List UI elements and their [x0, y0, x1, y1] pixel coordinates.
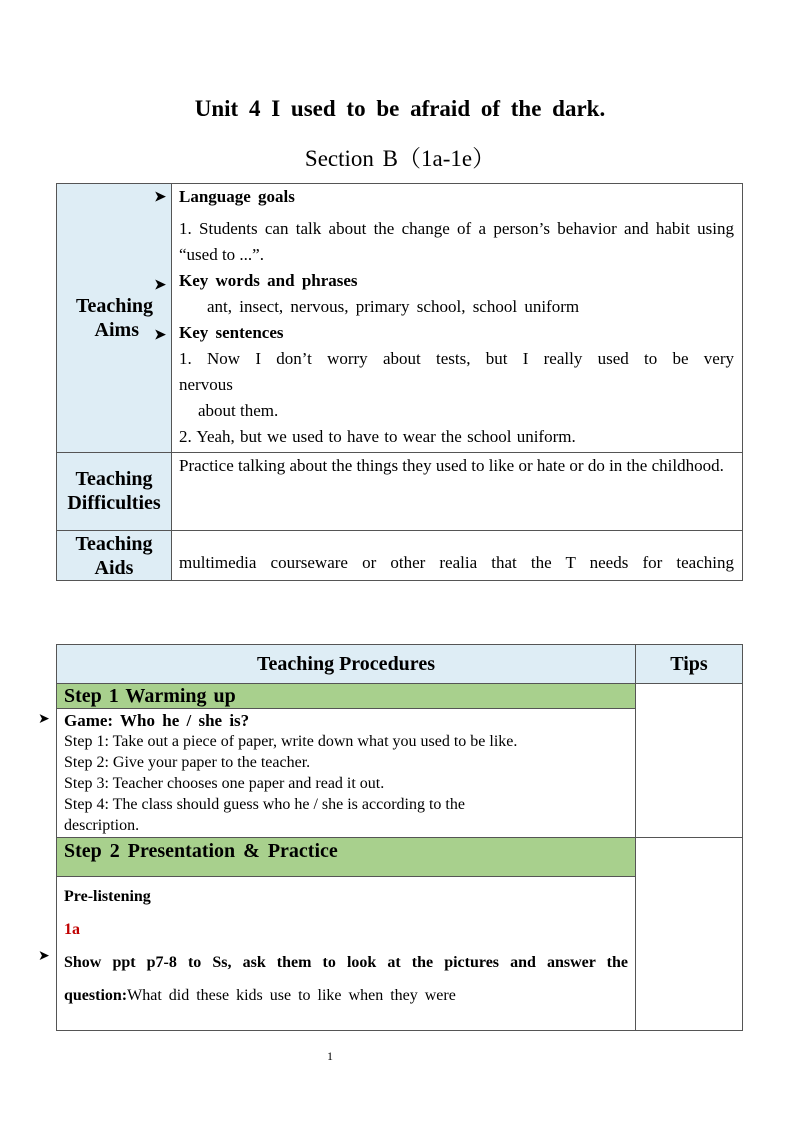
step1-tips-cell — [636, 684, 743, 838]
aims-label-line2: Aims — [94, 319, 139, 341]
arrow-bullet-icon: ➤ — [38, 949, 50, 964]
aims-content-cell — [172, 184, 743, 453]
aims-label-line1: Teaching — [75, 295, 153, 317]
key-sentence-2: 2. Yeah, but we used to have to wear the school uniform. — [179, 427, 576, 446]
aids-label-cell — [57, 531, 172, 581]
step2-instruction — [64, 946, 628, 1012]
language-goals-text: 1. Students can talk about the change of a person’s behavior and habit using “used to ...”. — [179, 219, 734, 264]
difficulties-label-line1: Teaching — [75, 468, 153, 490]
key-words-text: ant, insect, nervous, primary school, school uniform — [207, 297, 580, 316]
step1-line-2: Step 2: Give your paper to the teacher. — [64, 754, 311, 771]
step1-line-3: Step 3: Teacher chooses one paper and read it out. — [64, 775, 385, 792]
language-goals-heading: Language goals — [179, 187, 295, 206]
arrow-bullet-icon: ➤ — [38, 712, 50, 727]
document-title: Unit 4 I used to be afraid of the dark. — [194, 96, 606, 121]
aids-text: multimedia courseware or other realia that the T needs for teaching — [172, 531, 743, 581]
pre-listening-heading: Pre-listening — [64, 888, 151, 905]
key-sentence-1c: about them. — [198, 401, 279, 420]
procedures-header-row — [57, 645, 743, 684]
difficulties-label-line2: Difficulties — [67, 492, 161, 514]
aims-row — [57, 184, 743, 453]
key-sentence-1a: 1. Now I don’t worry about tests, but I really used to be very — [179, 349, 734, 368]
tips-header: Tips — [636, 645, 743, 684]
section-code: 1a — [64, 921, 80, 938]
step2-tips-cell — [636, 838, 743, 1031]
step2-instruction-rest: What did these kids use to like when they were — [127, 987, 456, 1004]
aids-row — [57, 531, 743, 581]
aids-label-line2: Aids — [94, 557, 134, 579]
step2-body — [57, 877, 636, 1031]
step1-title: Step 1 Warming up — [57, 684, 636, 709]
step1-body — [57, 709, 636, 838]
step2-title: Step 2 Presentation & Practice — [57, 838, 636, 877]
key-sentence-1b: nervous — [179, 375, 233, 394]
key-words-heading: Key words and phrases — [179, 271, 358, 290]
step1-line-1: Step 1: Take out a piece of paper, write down what you used to be like. — [64, 733, 518, 750]
teaching-procedures-table — [56, 644, 743, 1031]
step2-title-row — [57, 838, 743, 877]
teaching-overview-table — [56, 183, 743, 581]
arrow-bullet-icon: ➤ — [154, 328, 166, 343]
step1-line-4: Step 4: The class should guess who he / she is according to the description. — [64, 796, 465, 834]
page-number: 1 — [327, 1049, 333, 1063]
key-sentences-heading: Key sentences — [179, 323, 284, 342]
arrow-bullet-icon: ➤ — [154, 190, 166, 205]
difficulties-label-cell — [57, 453, 172, 531]
game-heading: Game: Who he / she is? — [64, 711, 250, 730]
document-subtitle: Section B（1a-1e） — [304, 146, 496, 171]
aids-label-line1: Teaching — [75, 533, 153, 555]
aims-label-cell — [57, 184, 172, 453]
difficulties-text: Practice talking about the things they used to like or hate or do in the childhood. — [172, 453, 743, 531]
step1-title-row — [57, 684, 743, 709]
difficulties-row — [57, 453, 743, 531]
arrow-bullet-icon: ➤ — [154, 278, 166, 293]
procedures-header: Teaching Procedures — [57, 645, 636, 684]
step2-instruction-bold: Show ppt p7-8 to Ss, ask them to look at the pictures and answer the question: — [64, 954, 628, 1004]
